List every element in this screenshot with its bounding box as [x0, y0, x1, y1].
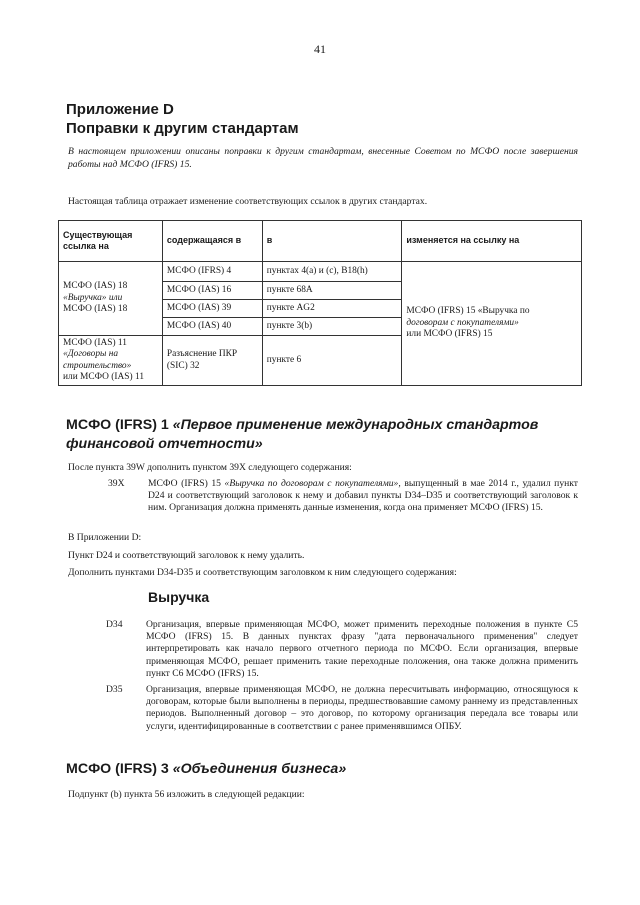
paragraph-number: D35 [106, 684, 123, 695]
paragraph-d35 [106, 684, 578, 733]
in-cell: пункте 6 [262, 336, 402, 386]
paragraph-39x-rest: , выпущенный в мае 2014 г., удалил пункт D24 и соответствующий заголовок к нему и добавил пункты D34–D35 и соответствующий заголовок к ним. Организация должна применять данные изменения, когда она применяет МСФО (IFRS) 15. [148, 478, 578, 514]
ifrs1-paragraph-2: В Приложении D: [68, 532, 142, 543]
revenue-subheading: Выручка [148, 589, 210, 605]
reference-line: строительство» [63, 360, 132, 371]
paragraph-d34 [106, 619, 578, 680]
reference-line: «Выручка» или [63, 292, 123, 303]
contained-cell: МСФО (IFRS) 4 [162, 262, 262, 282]
paragraph-number: D34 [106, 619, 123, 630]
reference-cell [59, 262, 163, 336]
ifrs1-paragraph-4: Дополнить пунктами D34-D35 и соответствующим заголовком к ним следующего содержания: [68, 567, 457, 578]
replacement-line: МСФО (IFRS) 15 «Выручка по [406, 306, 530, 317]
ifrs3-heading-prefix: МСФО (IFRS) 3 [66, 761, 169, 777]
in-cell: пункте 68A [262, 282, 402, 300]
paragraph-number: 39X [108, 478, 125, 489]
header-cell: Существующая ссылка на [59, 221, 163, 262]
in-cell: пункте 3(b) [262, 318, 402, 336]
paragraph-39x [108, 478, 578, 515]
reference-line: МСФО (IAS) 11 [63, 337, 127, 348]
ifrs3-paragraph-1: Подпункт (b) пункта 56 изложить в следующей редакции: [68, 789, 305, 800]
appendix-subtitle: Поправки к другим стандартам [66, 120, 299, 137]
ifrs3-heading [66, 760, 586, 779]
page-number: 41 [314, 42, 326, 56]
reference-line: МСФО (IAS) 18 [63, 281, 128, 292]
ifrs15-title: «Выручка по договорам с покупателями» [224, 478, 399, 489]
header-cell: изменяется на ссылку на [402, 221, 582, 262]
contained-cell: МСФО (IAS) 40 [162, 318, 262, 336]
replacement-line: или МСФО (IFRS) 15 [406, 329, 493, 340]
reference-table [58, 220, 582, 386]
header-cell: содержащаяся в [162, 221, 262, 262]
table-intro: Настоящая таблица отражает изменение соответствующих ссылок в других стандартах. [68, 196, 428, 207]
ifrs1-paragraph-1: После пункта 39W дополнить пунктом 39X следующего содержания: [68, 462, 352, 473]
reference-line: МСФО (IAS) 18 [63, 304, 128, 315]
reference-line: или МСФО (IAS) 11 [63, 372, 145, 382]
reference-cell [59, 336, 163, 386]
in-cell: пунктах 4(a) и (c), B18(h) [262, 262, 402, 282]
ifrs15-ref: МСФО (IFRS) 15 [148, 478, 221, 489]
ifrs1-heading-prefix: МСФО (IFRS) 1 [66, 417, 169, 433]
contained-cell: Разъяснение ПКР (SIC) 32 [162, 336, 262, 386]
ifrs1-paragraph-3: Пункт D24 и соответствующий заголовок к нему удалить. [68, 550, 305, 561]
appendix-title: Приложение D [66, 101, 174, 118]
replacement-cell [402, 262, 582, 386]
header-cell: в [262, 221, 402, 262]
appendix-intro: В настоящем приложении описаны поправки к другим стандартам, внесенные Советом по МСФО после завершения работы над МСФО (IFRS) 15. [68, 146, 578, 170]
paragraph-d35-text: Организация, впервые применяющая МСФО, не должна пересчитывать информацию, относящуюся к договорам, которые были выполнены в периоды, предшествовавшие самому раннему из представленных периодов. Выполненный договор – это договор, по которому организация передала все товары или услуги, идентифицированные в соответствии с ранее применявшимся ОПБУ. [146, 684, 578, 732]
table-header-row [59, 221, 582, 262]
table-row [59, 262, 582, 282]
contained-cell: МСФО (IAS) 16 [162, 282, 262, 300]
replacement-line: договорам с покупателями» [406, 317, 519, 328]
paragraph-39x-text [148, 478, 578, 515]
ifrs1-heading [66, 416, 586, 454]
ifrs3-heading-title: «Объединения бизнеса» [172, 761, 347, 777]
appendix-heading [66, 100, 299, 138]
paragraph-d34-text: Организация, впервые применяющая МСФО, может применить переходные положения в пункте C5 МСФО (IFRS) 15. В данных пунктах фразу "дата первоначального применения" следует интерпретировать как начало первого отчетного периода по МСФО. Если организация, впервые применяющая МСФО, решает применить такие переходные положения, она также должна применить пункт C6 МСФО (IFRS) 15. [146, 619, 578, 679]
ifrs1-heading-title: «Первое применение международных стандартов финансовой отчетности» [66, 417, 539, 452]
reference-line: «Договоры на [63, 349, 119, 359]
in-cell: пункте AG2 [262, 300, 402, 318]
contained-cell: МСФО (IAS) 39 [162, 300, 262, 318]
